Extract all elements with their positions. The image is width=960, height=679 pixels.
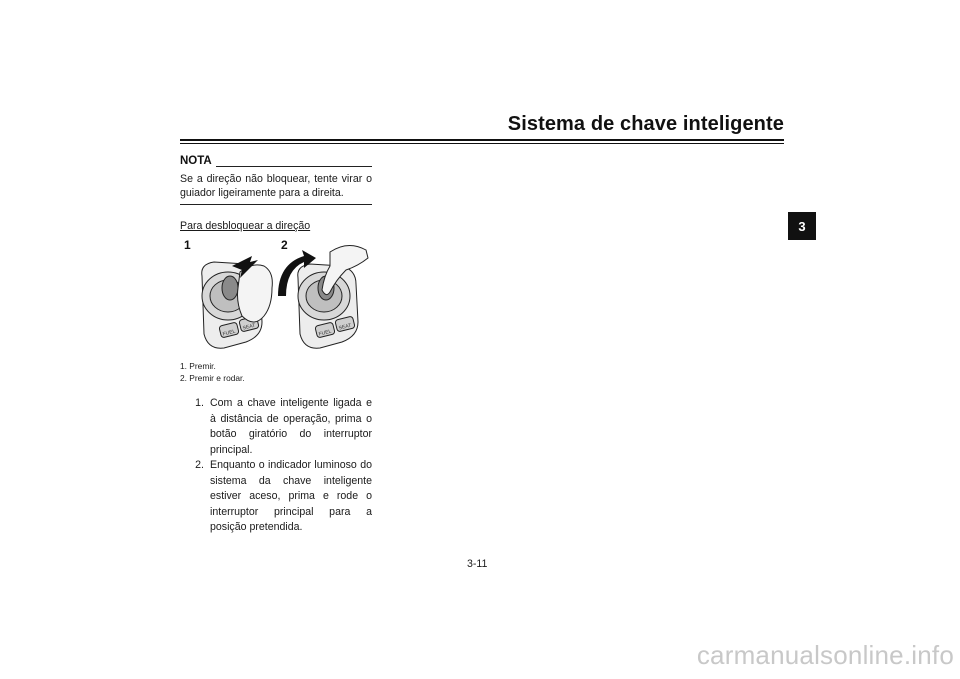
fuel-button-label-1: FUEL	[222, 328, 237, 338]
section-title: Para desbloquear a direção	[180, 220, 311, 232]
step-text: Enquanto o indicador luminoso do sistema da chave inteligente estiver aceso, prima e rode o interruptor principal para a posição pretendida.	[210, 459, 372, 533]
watermark: carmanualsonline.info	[696, 640, 954, 670]
page-number: 3-11	[467, 558, 488, 570]
caption-1: 1. Premir.	[180, 361, 216, 371]
step-2	[180, 458, 372, 536]
note-end-rule	[180, 204, 372, 205]
note-rule	[216, 166, 372, 167]
page-header-title: Sistema de chave inteligente	[507, 113, 784, 135]
step-1	[180, 396, 372, 458]
seat-button-label-2: SEAT	[338, 322, 352, 332]
figure-label-1: 1	[184, 238, 191, 252]
fuel-button-label-2: FUEL	[318, 328, 333, 338]
chapter-tab: 3	[788, 212, 816, 240]
steps-list	[180, 396, 372, 536]
header-rule-thin	[180, 143, 784, 144]
figure-captions	[180, 360, 372, 384]
note-text: Se a direção não bloquear, tente virar o guiador ligeiramente para a direita.	[180, 173, 372, 199]
figure-label-2: 2	[281, 238, 288, 252]
seat-button-label-1: SEAT	[242, 322, 256, 332]
step-text: Com a chave inteligente ligada e à distância de operação, prima o botão giratório do interruptor principal.	[210, 397, 372, 456]
caption-2: 2. Premir e rodar.	[180, 373, 245, 383]
switch-drawing	[180, 236, 372, 356]
step-number: 1.	[195, 397, 204, 409]
illustration-main-switch	[180, 236, 372, 356]
note-heading: NOTA	[180, 155, 212, 167]
step-number: 2.	[195, 459, 204, 471]
header-rule	[180, 139, 784, 141]
